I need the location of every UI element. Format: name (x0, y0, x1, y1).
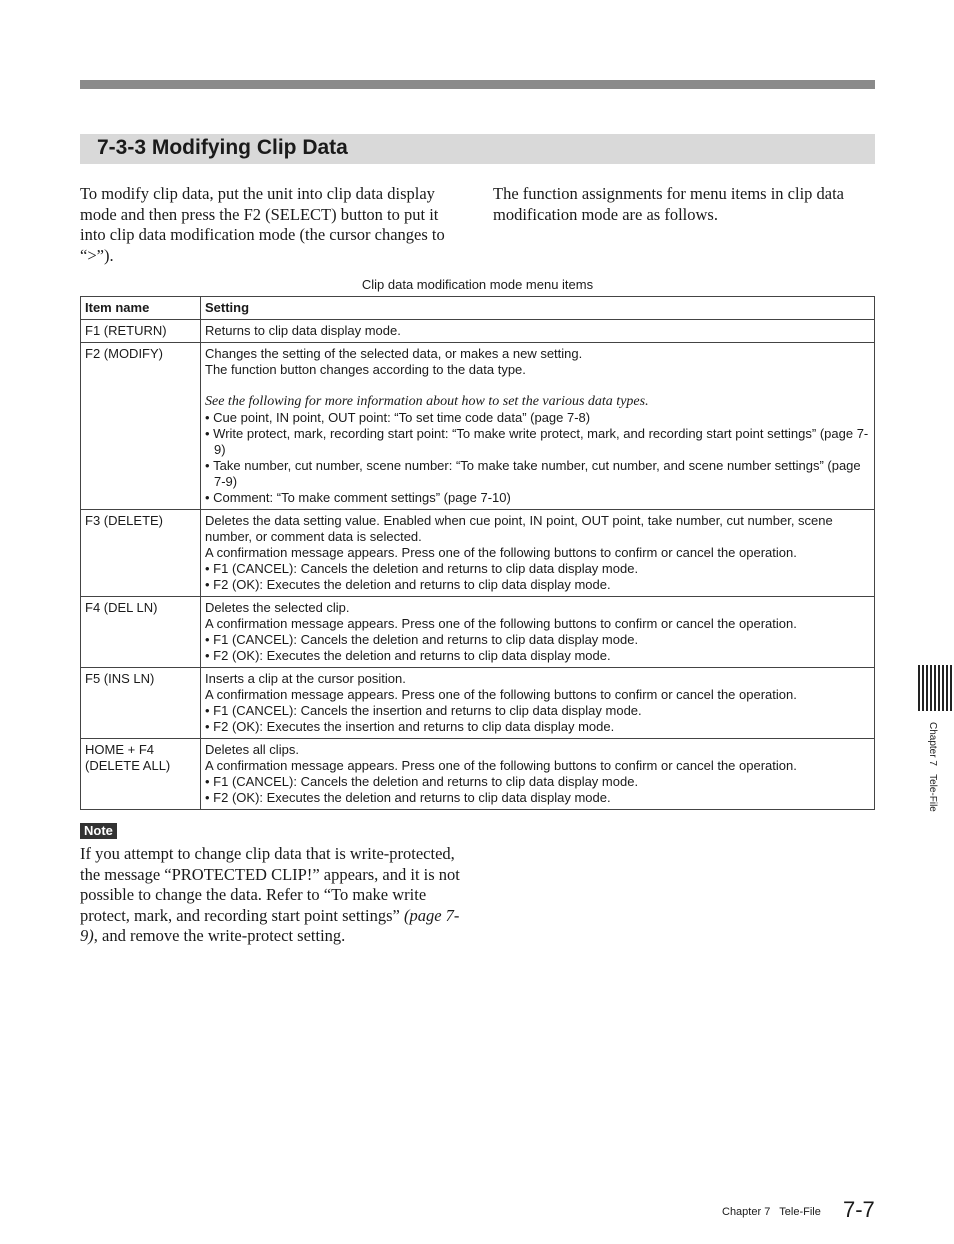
bullet-item: • F2 (OK): Executes the insertion and returns to clip data display mode. (205, 719, 870, 735)
setting-cell (201, 739, 875, 810)
column-header-item-name: Item name (81, 297, 201, 320)
intro-paragraph-right: The function assignments for menu items in clip data modification mode are as follows. (493, 184, 845, 224)
setting-text: Deletes the selected clip. (205, 600, 350, 615)
bullet-item: • F2 (OK): Executes the deletion and returns to clip data display mode. (205, 577, 870, 593)
setting-text: Inserts a clip at the cursor position. (205, 671, 406, 686)
note-label: Note (80, 823, 117, 839)
setting-text: Changes the setting of the selected data, or makes a new setting. (205, 346, 583, 361)
table-row (81, 343, 875, 510)
bullet-item: • Write protect, mark, recording start point: “To make write protect, mark, and recording start point settings” (page 7-9) (205, 426, 870, 458)
table-row (81, 668, 875, 739)
item-name-cell: F4 (DEL LN) (81, 597, 201, 668)
setting-text: The function button changes according to the data type. (205, 362, 526, 377)
bullet-item: • F1 (CANCEL): Cancels the deletion and returns to clip data display mode. (205, 774, 870, 790)
bullet-item: • F1 (CANCEL): Cancels the insertion and returns to clip data display mode. (205, 703, 870, 719)
note-page-reference: (page 7-9) (80, 905, 460, 945)
setting-cell (201, 510, 875, 597)
bullet-item: • F2 (OK): Executes the deletion and returns to clip data display mode. (205, 648, 870, 664)
header-rule (80, 80, 875, 89)
table-row (81, 597, 875, 668)
setting-text: Returns to clip data display mode. (205, 323, 401, 338)
bullet-item: • Take number, cut number, scene number: “To make take number, cut number, and scene number settings” (page 7-9) (205, 458, 870, 490)
footer-page-number: 7-7 (843, 1197, 875, 1222)
column-header-setting: Setting (201, 297, 875, 320)
note-text-after: , and remove the write-protect setting. (93, 926, 346, 945)
item-name-cell: HOME + F4 (DELETE ALL) (81, 739, 201, 810)
item-name-cell: F5 (INS LN) (81, 668, 201, 739)
setting-cell (201, 597, 875, 668)
item-name-cell: F3 (DELETE) (81, 510, 201, 597)
footer-chapter-label: Chapter 7 Tele-File (722, 1206, 821, 1218)
section-title: 7-3-3 Modifying Clip Data (97, 136, 348, 159)
note-text-before: If you attempt to change clip data that is write-protected, the message “PROTECTED CLIP!” appears, and it is not possible to change the data. Refer to “To make write protect, mark, and recording start point settings” (80, 844, 460, 925)
bullet-item: • F1 (CANCEL): Cancels the deletion and returns to clip data display mode. (205, 632, 870, 648)
setting-cell (201, 668, 875, 739)
setting-text: Deletes the data setting value. Enabled when cue point, IN point, OUT point, take number, cut number, scene number, or comment data is selected. (205, 513, 833, 544)
table-caption: Clip data modification mode menu items (361, 277, 594, 292)
note-text (80, 844, 465, 947)
setting-text: A confirmation message appears. Press one of the following buttons to confirm or cancel the operation. (205, 758, 797, 773)
bullet-item: • Cue point, IN point, OUT point: “To set time code data” (page 7-8) (205, 410, 870, 426)
setting-cell (201, 320, 875, 343)
bullet-item: • F1 (CANCEL): Cancels the deletion and returns to clip data display mode. (205, 561, 870, 577)
chapter-thumb-tab (918, 665, 954, 711)
table-row (81, 510, 875, 597)
table-header-row (81, 297, 875, 320)
setting-text: Deletes all clips. (205, 742, 299, 757)
table-row (81, 739, 875, 810)
setting-reference-text: See the following for more information about how to set the various data types. (205, 394, 649, 409)
item-name-cell: F2 (MODIFY) (81, 343, 201, 510)
item-name-cell: F1 (RETURN) (81, 320, 201, 343)
side-chapter-label: Chapter 7 Tele-File (927, 722, 938, 812)
setting-cell (201, 343, 875, 510)
setting-text: A confirmation message appears. Press one of the following buttons to confirm or cancel the operation. (205, 545, 797, 560)
table-body (81, 320, 875, 810)
intro-paragraph-left: To modify clip data, put the unit into clip data display mode and then press the F2 (SELECT) button to put it into clip data modification mode (the cursor changes to “>”). (80, 184, 445, 265)
bullet-item: • F2 (OK): Executes the deletion and returns to clip data display mode. (205, 790, 870, 806)
section-header (80, 134, 875, 164)
setting-text: A confirmation message appears. Press one of the following buttons to confirm or cancel the operation. (205, 687, 797, 702)
table-row (81, 320, 875, 343)
bullet-item: • Comment: “To make comment settings” (page 7-10) (205, 490, 870, 506)
setting-text: A confirmation message appears. Press one of the following buttons to confirm or cancel the operation. (205, 616, 797, 631)
menu-items-table (80, 296, 875, 810)
